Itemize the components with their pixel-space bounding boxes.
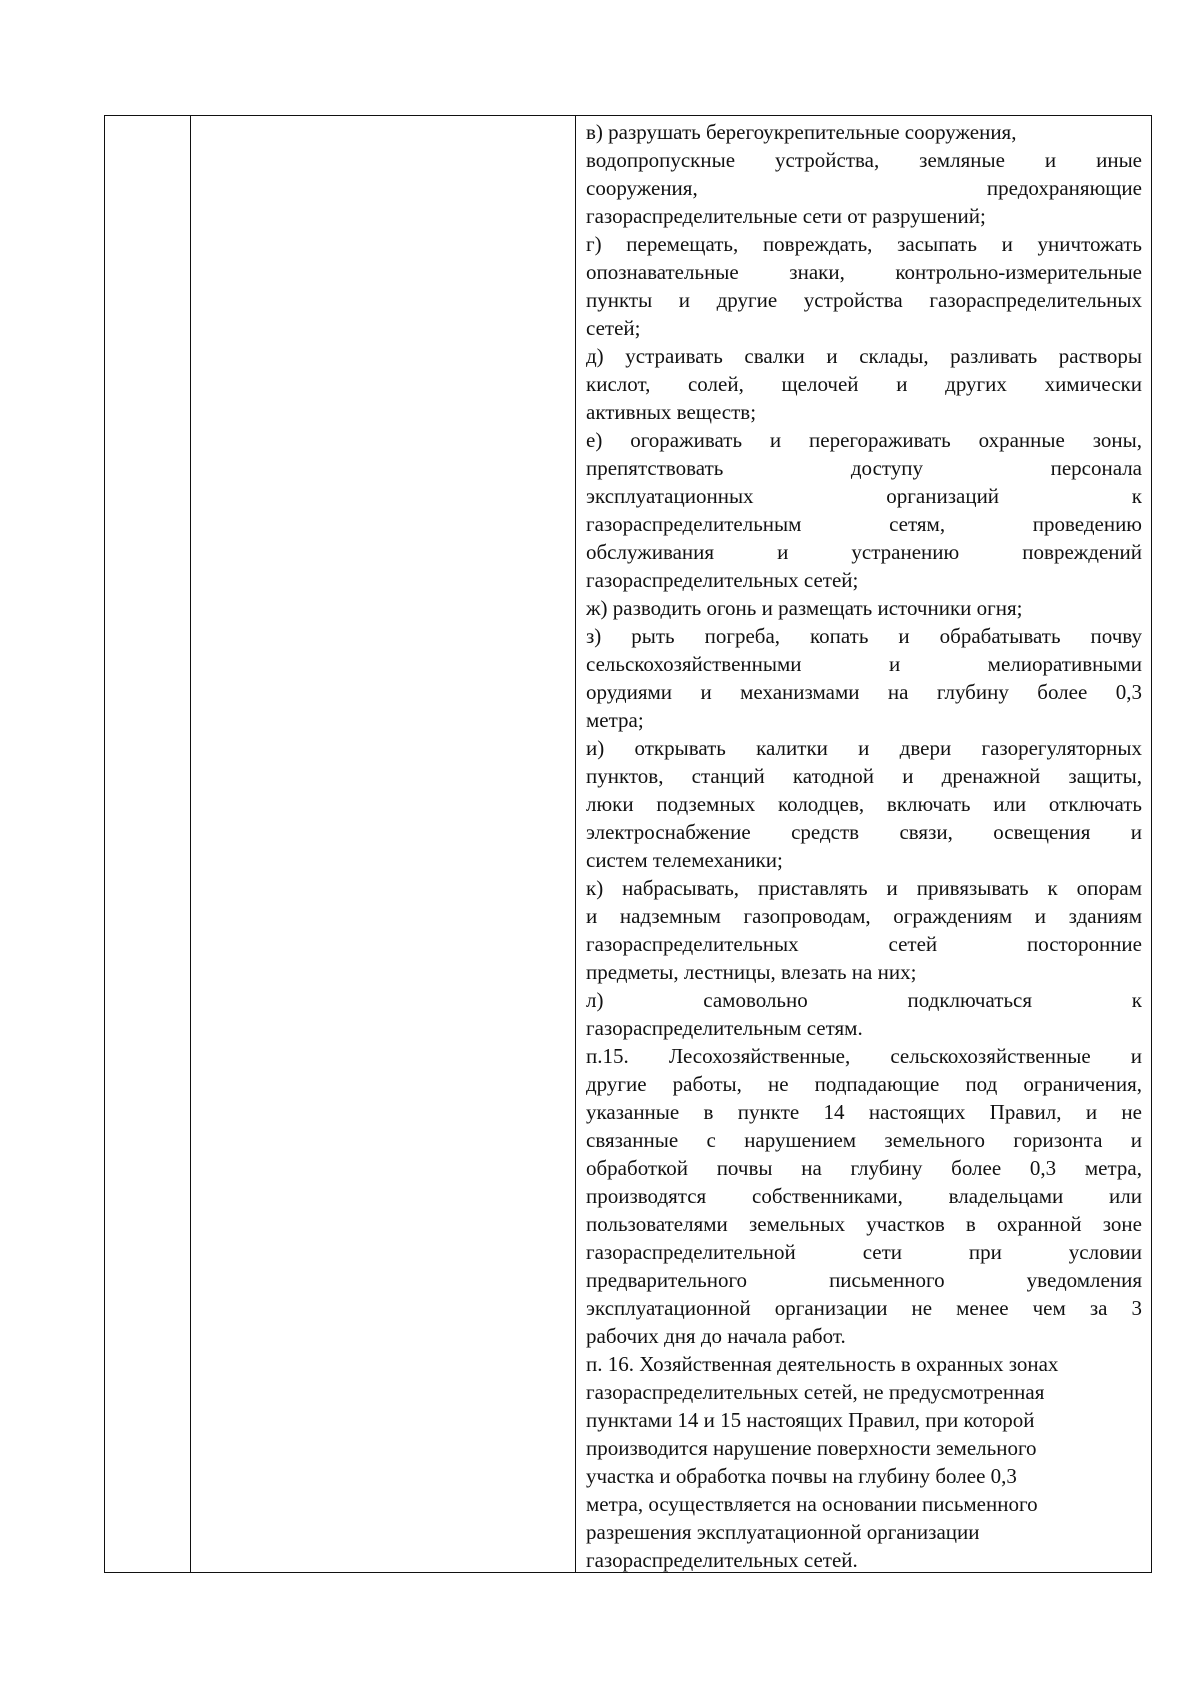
- text-line: газораспределительных сетей посторонние: [586, 932, 1142, 956]
- text-line: п. 16. Хозяйственная деятельность в охранных зонах: [586, 1352, 1059, 1376]
- text-line: активных веществ;: [586, 400, 757, 424]
- text-line: е) огораживать и перегораживать охранные зоны,: [586, 428, 1142, 452]
- text-line: з) рыть погреба, копать и обрабатывать почву: [586, 624, 1142, 648]
- text-line: д) устраивать свалки и склады, разливать растворы: [586, 344, 1142, 368]
- document-table: [104, 115, 1152, 1573]
- text-line: обработкой почвы на глубину более 0,3 метра,: [586, 1156, 1142, 1180]
- text-line: газораспределительных сетей.: [586, 1548, 858, 1572]
- text-line: г) перемещать, повреждать, засыпать и уничтожать: [586, 232, 1142, 256]
- text-line: и) открывать калитки и двери газорегуляторных: [586, 736, 1142, 760]
- text-line: предметы, лестницы, влезать на них;: [586, 960, 917, 984]
- text-line: метра, осуществляется на основании письменного: [586, 1492, 1038, 1516]
- text-line: газораспределительных сетей;: [586, 568, 859, 592]
- text-line: препятствовать доступу персонала: [586, 456, 1142, 480]
- text-line: и надземным газопроводам, ограждениям и зданиям: [586, 904, 1142, 928]
- text-line: метра;: [586, 708, 644, 732]
- text-line: рабочих дня до начала работ.: [586, 1324, 846, 1348]
- text-line: газораспределительным сетям.: [586, 1016, 863, 1040]
- text-line: п.15. Лесохозяйственные, сельскохозяйственные и: [586, 1044, 1142, 1068]
- text-line: газораспределительным сетям, проведению: [586, 512, 1142, 536]
- text-line: обслуживания и устранению повреждений: [586, 540, 1142, 564]
- text-line: эксплуатационных организаций к: [586, 484, 1142, 508]
- text-line: пунктами 14 и 15 настоящих Правил, при которой: [586, 1408, 1035, 1432]
- text-line: сетей;: [586, 316, 641, 340]
- text-line: связанные с нарушением земельного горизонта и: [586, 1128, 1142, 1152]
- text-line: газораспределительные сети от разрушений;: [586, 204, 986, 228]
- text-line: другие работы, не подпадающие под ограничения,: [586, 1072, 1142, 1096]
- text-line: эксплуатационной организации не менее чем за 3: [586, 1296, 1142, 1320]
- text-line: кислот, солей, щелочей и других химически: [586, 372, 1142, 396]
- text-line: опознавательные знаки, контрольно-измерительные: [586, 260, 1142, 284]
- text-line: л) самовольно подключаться к: [586, 988, 1142, 1012]
- text-line: производятся собственниками, владельцами или: [586, 1184, 1142, 1208]
- table-column-text: [576, 116, 1151, 1572]
- text-line: орудиями и механизмами на глубину более 0,3: [586, 680, 1142, 704]
- text-line: указанные в пункте 14 настоящих Правил, и не: [586, 1100, 1142, 1124]
- text-line: пунктов, станций катодной и дренажной защиты,: [586, 764, 1142, 788]
- text-line: люки подземных колодцев, включать или отключать: [586, 792, 1142, 816]
- text-line: газораспределительной сети при условии: [586, 1240, 1142, 1264]
- text-line: предварительного письменного уведомления: [586, 1268, 1142, 1292]
- text-line: электроснабжение средств связи, освещения и: [586, 820, 1142, 844]
- text-line: сельскохозяйственными и мелиоративными: [586, 652, 1142, 676]
- text-line: разрешения эксплуатационной организации: [586, 1520, 980, 1544]
- text-line: сооружения, предохраняющие: [586, 176, 1142, 200]
- text-line: пункты и другие устройства газораспределительных: [586, 288, 1142, 312]
- text-line: пользователями земельных участков в охранной зоне: [586, 1212, 1142, 1236]
- text-line: водопропускные устройства, земляные и иные: [586, 148, 1142, 172]
- text-line: к) набрасывать, приставлять и привязывать к опорам: [586, 876, 1142, 900]
- text-line: в) разрушать берегоукрепительные сооружения,: [586, 120, 1017, 144]
- text-line: ж) разводить огонь и размещать источники огня;: [586, 596, 1023, 620]
- text-line: газораспределительных сетей, не предусмотренная: [586, 1380, 1045, 1404]
- text-line: производится нарушение поверхности земельного: [586, 1436, 1037, 1460]
- text-line: участка и обработка почвы на глубину более 0,3: [586, 1464, 1017, 1488]
- table-column-title: [191, 116, 576, 1572]
- table-column-number: [105, 116, 191, 1572]
- text-line: систем телемеханики;: [586, 848, 783, 872]
